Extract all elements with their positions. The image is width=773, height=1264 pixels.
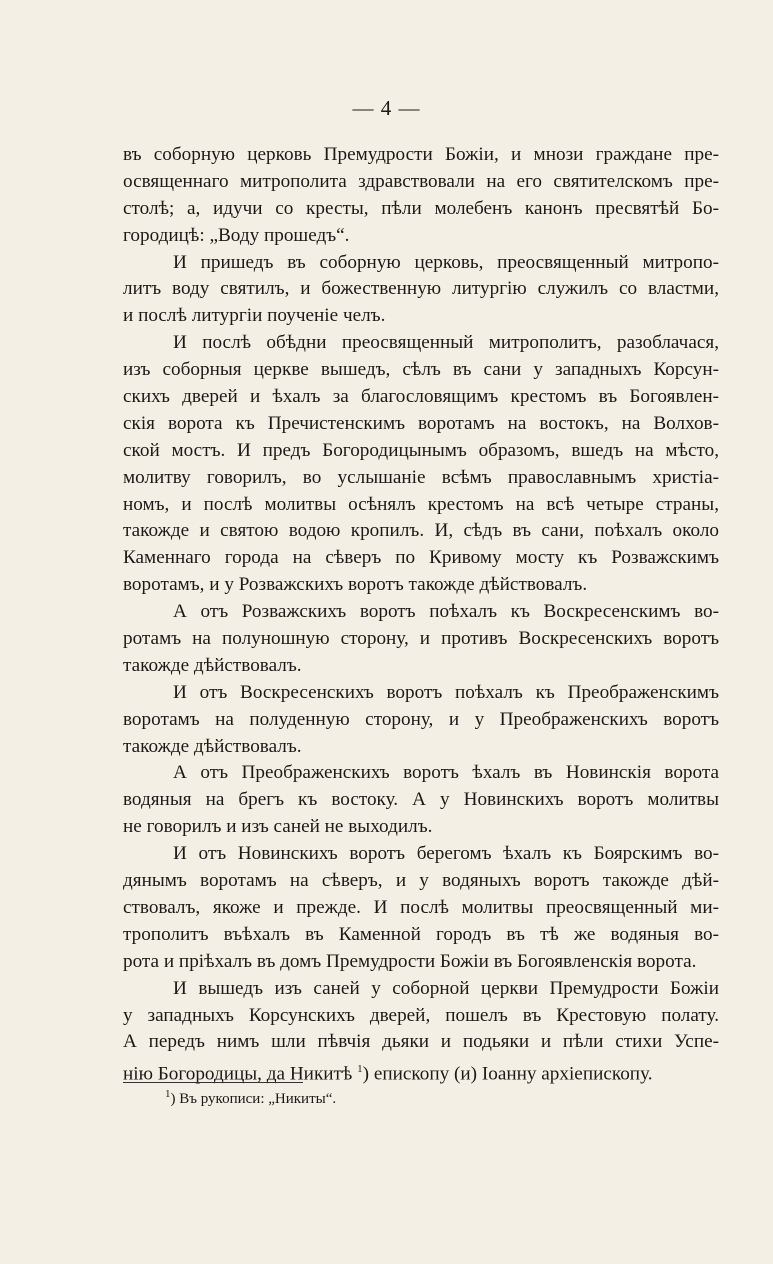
text-line: А отъ Преображенскихъ воротъ ѣхалъ въ Новинскія ворота	[173, 762, 719, 784]
footnote-marker: 1	[165, 1088, 171, 1100]
page-number: — 4 —	[352, 96, 421, 120]
text-line: ротамъ на полуношную сторону, и противъ Воскресенскихъ воротъ	[123, 628, 719, 650]
text-line	[123, 1056, 719, 1083]
text-line: номъ, и послѣ молитвы осѣнялъ крестомъ на всѣ четыре страны,	[123, 493, 719, 515]
text-line: не говорилъ и изъ саней не выходилъ.	[123, 816, 433, 838]
text-line: рота и пріѣхалъ въ домъ Премудрости Божіи въ Богоявленскія ворота.	[123, 950, 697, 972]
text-line: И послѣ обѣдни преосвященный митрополитъ, разоблачася,	[173, 332, 719, 354]
text-line: скія ворота къ Пречистенскимъ воротамъ на востокъ, на Волхов-	[123, 412, 719, 434]
text-line: водяныя на брегъ къ востоку. А у Новинскихъ воротъ молитвы	[123, 789, 719, 811]
text-line: И пришедъ въ соборную церковь, преосвященный митропо-	[173, 251, 719, 273]
text-line: городицѣ: „Воду прошедъ“.	[123, 224, 350, 246]
text-line: И отъ Новинскихъ воротъ берегомъ ѣхалъ къ Боярскимъ во-	[173, 843, 719, 865]
text-line: столѣ; а, идучи со кресты, пѣли молебенъ канонъ пресвятѣй Бо-	[123, 197, 719, 219]
text-line: А отъ Розважскихъ воротъ поѣхалъ къ Воскресенскимъ во-	[173, 601, 719, 623]
footnote-text: ) Въ рукописи: „Никиты“.	[170, 1091, 337, 1107]
text-line: такожде дѣйствовалъ.	[123, 654, 302, 676]
text-line: А передъ нимъ шли пѣвчія дьяки и подьяки и пѣли стихи Успе-	[123, 1031, 719, 1053]
body-text	[123, 142, 719, 1083]
footnote-divider	[123, 1082, 303, 1083]
text-line: Каменнаго города на сѣверъ по Кривому мосту къ Розважскимъ	[123, 547, 719, 569]
text-line: и послѣ литургіи поученіе челъ.	[123, 305, 386, 327]
text-line: такожде и святою водою кропилъ. И, сѣдъ въ сани, поѣхалъ около	[123, 520, 719, 542]
text-line: ствовалъ, якоже и прежде. И послѣ молитвы преосвященный ми-	[123, 896, 719, 918]
text-line-part: ) епископу (и) Іоанну архіепископу.	[362, 1063, 653, 1085]
text-line: изъ соборныя церкве вышедъ, сѣлъ въ сани у западныхъ Корсун-	[123, 359, 719, 381]
text-line: воротамъ, и у Розважскихъ воротъ такожде дѣйствовалъ.	[123, 574, 588, 596]
footnote-reference: 1	[357, 1063, 363, 1076]
text-line: такожде дѣйствовалъ.	[123, 735, 302, 757]
text-line: дянымъ воротамъ на сѣверъ, и у водяныхъ воротъ такожде дѣй-	[123, 870, 719, 892]
text-line: трополитъ въѣхалъ въ Каменной городъ въ тѣ же водяныя во-	[123, 923, 719, 945]
text-line: литъ воду святилъ, и божественную литургію служилъ со властми,	[123, 278, 719, 300]
footnote	[165, 1088, 336, 1108]
text-line: скихъ дверей и ѣхалъ за благословящимъ крестомъ въ Богоявлен-	[123, 386, 719, 408]
text-line: И отъ Воскресенскихъ воротъ поѣхалъ къ Преображенскимъ	[173, 681, 719, 703]
text-line: освященнаго митрополита здравствовали на его святителскомъ пре-	[123, 170, 719, 192]
text-line-part: нію Богородицы, да Никитѣ	[123, 1063, 358, 1085]
text-line: И вышедъ изъ саней у соборной церкви Премудрости Божіи	[173, 977, 719, 999]
text-line: молитву говорилъ, во услышаніе всѣмъ православнымъ христіа-	[123, 466, 719, 488]
text-line: въ соборную церковь Премудрости Божіи, и мнози граждане пре-	[123, 144, 719, 165]
text-line: у западныхъ Корсунскихъ дверей, пошелъ въ Крестовую полату.	[123, 1004, 719, 1026]
text-line: ской мостъ. И предъ Богородицынымъ образомъ, вшедъ на мѣсто,	[123, 439, 719, 461]
text-line: воротамъ на полуденную сторону, и у Преображенскихъ воротъ	[123, 708, 719, 730]
